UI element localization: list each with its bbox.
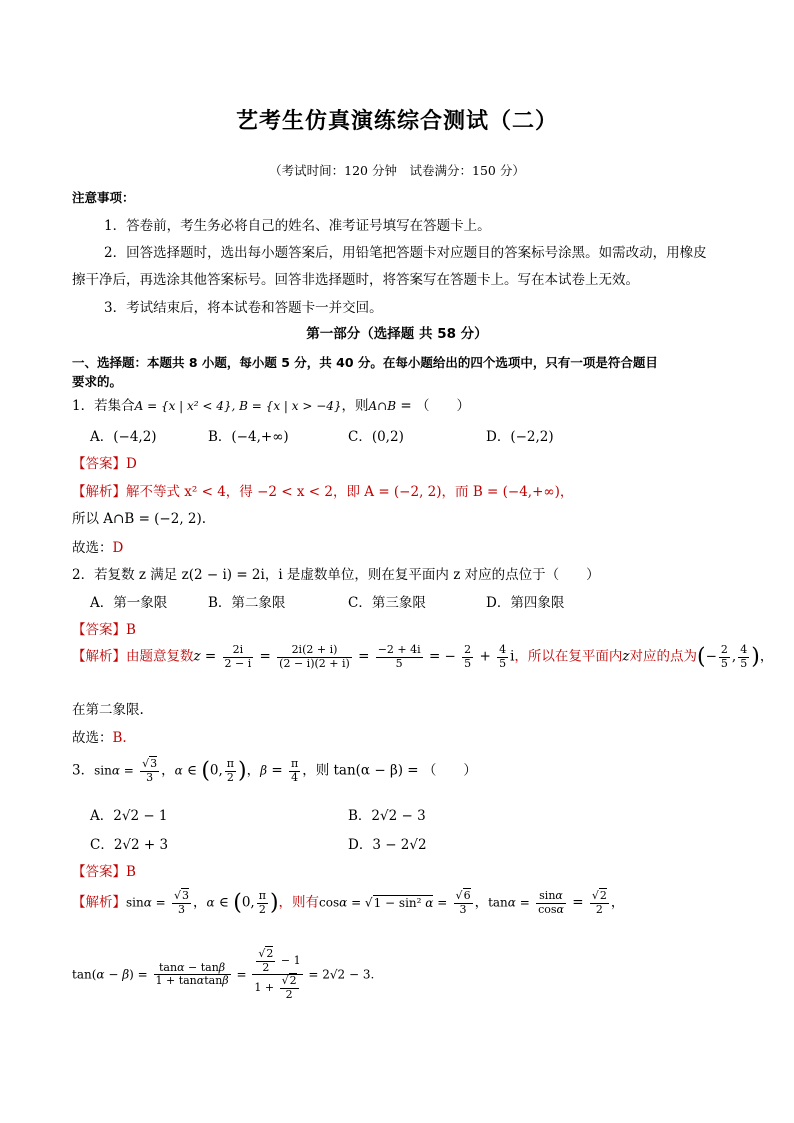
answer-label: 【答案】 bbox=[72, 622, 126, 638]
notice-heading: 注意事项： bbox=[72, 190, 135, 205]
q1-analysis bbox=[72, 480, 573, 500]
exam-subtitle: （考试时间：120 分钟 试卷满分：150 分） bbox=[269, 163, 525, 178]
q1-option-c: C．(0,2) bbox=[348, 429, 404, 445]
q3-option-d: D．3 − 2√2 bbox=[348, 837, 427, 853]
q2-frac-4: $\frac{2}{5}$ bbox=[464, 643, 472, 670]
q3-stem-frac-1: $\frac{√3}{3}$ bbox=[142, 757, 158, 784]
q3-result: = 2√2 − 3. bbox=[308, 967, 375, 982]
q3-analysis-cont: tan(α − β) = $\frac{\tan\alpha - \tan\beta}{1 + \tan\alpha\tan\beta}$ = $\frac{√2}{2}$ − 1 1 + $\frac{√2}{2}$ = 2√2 − 3. bbox=[72, 947, 375, 1001]
q2-analysis-mid: ，所以在复平面内 bbox=[514, 648, 623, 665]
q2-answer bbox=[72, 618, 136, 638]
q2-option-c: C．第三象限 bbox=[348, 595, 426, 611]
q1-expr: A∩B bbox=[368, 399, 397, 413]
q1-stem-end: = （ ） bbox=[396, 398, 470, 414]
q2-frac-6: $\frac{2}{5}$ bbox=[720, 643, 728, 670]
q1-sets: A = {x | x² < 4}, B = {x | x > −4} bbox=[134, 399, 342, 413]
notice-item-1: 1．答卷前，考生务必将自己的姓名、准考证号填写在答题卡上。 bbox=[104, 218, 491, 234]
q1-answer bbox=[72, 452, 137, 472]
q2-answer-value: B bbox=[126, 622, 136, 638]
q3-frac-2: $\frac{\pi}{2}$ bbox=[258, 889, 266, 916]
choose-label: 故选： bbox=[72, 540, 113, 556]
q2-frac-1: $\frac{2i}{2 - i}$ bbox=[224, 643, 252, 670]
q1-option-b: B．(−4,+∞) bbox=[208, 429, 289, 445]
q3-option-b: B．2√2 − 3 bbox=[348, 808, 426, 824]
q2-frac-7: $\frac{4}{5}$ bbox=[740, 643, 748, 670]
q1-analysis-cont: 所以 A∩B = (−2, 2). bbox=[72, 511, 207, 527]
q3-answer-value: B bbox=[126, 864, 136, 880]
analysis-label: 【解析】 bbox=[72, 484, 126, 500]
choose-label: 故选： bbox=[72, 730, 113, 746]
q3-stem-frac-3: $\frac{\pi}{4}$ bbox=[290, 757, 299, 784]
answer-label: 【答案】 bbox=[72, 456, 126, 472]
q3-stem-end: ，则 tan(α − β) = （ ） bbox=[302, 762, 477, 779]
q2-analysis: 【解析】由题意复数z = $\frac{2i}{2 - i}$ = $\frac{2i(2 + i)}{(2 - i)(2 + i)}$ = $\frac{-2 + 4i}{5}$ = − $\frac{2}{5}$ + $\frac{4}{5}$ i，所以在复平面内z对应的点为(− $\frac{2}{5}$ , $\frac{4}{5}$ )， bbox=[72, 643, 774, 670]
q3-stem-frac-2: $\frac{\pi}{2}$ bbox=[226, 757, 235, 784]
q1-analysis-text: 解不等式 x² < 4，得 −2 < x < 2，即 A = (−2, 2)，而 B = (−4,+∞)， bbox=[126, 484, 574, 500]
notice-item-2: 2．回答选择题时，选出每小题答案后，用铅笔把答题卡对应题目的答案标号涂黑。如需改动，用橡皮 bbox=[104, 245, 707, 261]
q2-choose bbox=[72, 726, 127, 746]
q3-frac-7: $\frac{√2}{2}$ − 1 1 + $\frac{√2}{2}$ bbox=[254, 947, 301, 1001]
notice-item-3: 3．考试结束后，将本试卷和答题卡一并交回。 bbox=[104, 300, 383, 316]
q2-option-d: D．第四象限 bbox=[486, 595, 565, 611]
q1-choose bbox=[72, 536, 123, 556]
q3-stem: 3．sinα = $\frac{√3}{3}$ ，α ∈ (0, $\frac{\pi}{2}$ )，β = $\frac{\pi}{4}$ ，则 tan(α − β) = （ ） bbox=[72, 757, 477, 784]
q2-option-b: B．第二象限 bbox=[208, 595, 286, 611]
q3-analysis: 【解析】sinα = $\frac{√3}{3}$ ，α ∈ (0, $\frac{\pi}{2}$ )，则有cosα = √1 − sin² α = $\frac{√6}{3}$ ，tanα = $\frac{\sin\alpha}{\cos\alpha}$ = $\frac{√2}{2}$ ， bbox=[72, 889, 625, 916]
q1-choose-value: D bbox=[112, 540, 124, 556]
q2-analysis-cont: 在第二象限. bbox=[72, 702, 144, 718]
q2-option-a: A．第一象限 bbox=[90, 595, 168, 611]
q3-frac-5: $\frac{√2}{2}$ bbox=[591, 889, 607, 916]
analysis-label: 【解析】 bbox=[72, 894, 126, 911]
q3-answer bbox=[72, 860, 136, 880]
q1-option-a: A．(−4,2) bbox=[90, 429, 157, 445]
q2-analysis-pre: 由题意复数 bbox=[126, 648, 194, 665]
q3-option-a: A．2√2 − 1 bbox=[90, 808, 168, 824]
q1-stem-post: ，则 bbox=[341, 398, 369, 414]
notice-item-2-cont: 擦干净后，再选涂其他答案标号。回答非选择题时，将答案写在答题卡上。写在本试卷上无效。 bbox=[72, 272, 639, 288]
q3-frac-1: $\frac{√3}{3}$ bbox=[174, 889, 190, 916]
q3-frac-6: $\frac{\tan\alpha - \tan\beta}{1 + \tan\alpha\tan\beta}$ bbox=[155, 960, 229, 988]
q1-option-d: D．(−2,2) bbox=[486, 429, 554, 445]
section-instruction-cont: 要求的。 bbox=[72, 374, 123, 389]
q1-stem bbox=[72, 394, 470, 414]
q3-option-c: C．2√2 + 3 bbox=[90, 837, 169, 853]
exam-title: 艺考生仿真演练综合测试（二） bbox=[235, 109, 558, 134]
q3-analysis-mid: ，则有 bbox=[278, 894, 320, 911]
part1-heading: 第一部分（选择题 共 58 分） bbox=[306, 326, 488, 342]
q2-frac-2: $\frac{2i(2 + i)}{(2 - i)(2 + i)}$ bbox=[279, 643, 350, 670]
q1-stem-pre: 1．若集合 bbox=[72, 398, 135, 414]
q3-num: 3． bbox=[72, 762, 95, 779]
q1-answer-value: D bbox=[126, 456, 137, 472]
q3-frac-4: $\frac{\sin\alpha}{\cos\alpha}$ bbox=[538, 889, 564, 916]
q2-stem: 2．若复数 z 满足 z(2 − i) = 2i，i 是虚数单位，则在复平面内 z 对应的点位于（ ） bbox=[72, 567, 600, 583]
analysis-label: 【解析】 bbox=[72, 648, 126, 665]
section-instruction: 一、选择题：本题共 8 小题，每小题 5 分，共 40 分。在每小题给出的四个选项中，只有一项是符合题目 bbox=[72, 355, 658, 370]
q2-analysis-mid2: 对应的点为 bbox=[629, 648, 698, 665]
q2-frac-5: $\frac{4}{5}$ bbox=[499, 643, 507, 670]
q2-choose-value: B. bbox=[112, 730, 127, 746]
q2-frac-3: $\frac{-2 + 4i}{5}$ bbox=[377, 643, 421, 670]
answer-label: 【答案】 bbox=[72, 864, 126, 880]
q3-frac-3: $\frac{√6}{3}$ bbox=[455, 889, 471, 916]
